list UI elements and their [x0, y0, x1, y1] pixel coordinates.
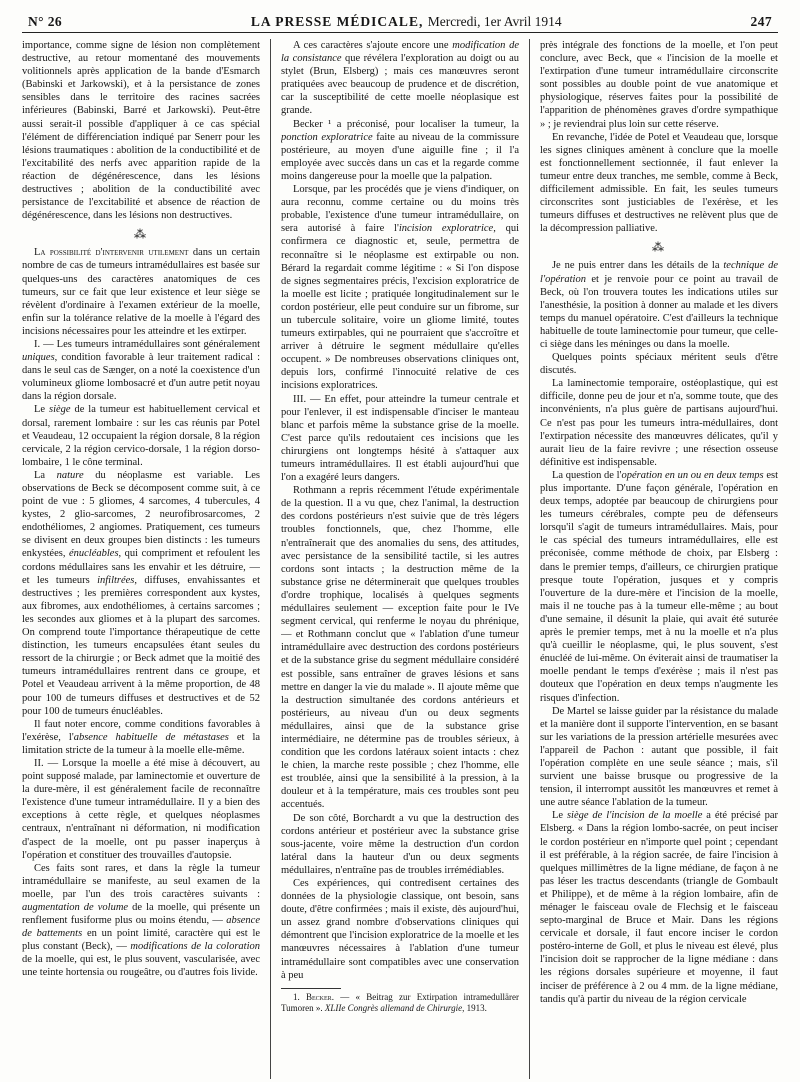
paragraph: De son côté, Borchardt a vu que la destruction des cordons antérieur et postérieur avec la substance grise sous-jacente, voire même la destruction d'un cordon latéral dans la hauteur d'un ou deux segments médullaires, n'entraîne pas de troubles irrémédiables. [280, 812, 519, 876]
paragraph: Le siège de l'incision de la moelle a été précisé par Elsberg. « Dans la région lombo-sacrée, on peut inciser le cordon postérieur en n'importe quel point ; cependant il est préférable, à la région sacrée, de faire l'incision à quelques millimètres de la ligne médiane, de façon à ne pas léser les tractus descendants (triangle de Gombault et Philippe), et de même à la région lombaire, afin de ménager le faisceau ovale de Flechsig et le faisceau septo-marginal de Bruce et Mair. Dans les régions cervicale et dorsale, il faut encore inciser le cordon postéro-interne de Goll, et plus le niveau est élevé, plus l'incision doit se rapprocher de la ligne médiane : dans les régions dorsales supérieure et moyenne, il faut inciser de préférence à 2 ou 4 mm. de la ligne médiane, tandis qu'à partir du niveau de la région cervicale [539, 810, 778, 1005]
column-1 [22, 39, 260, 1079]
paragraph: A ces caractères s'ajoute encore une modification de la consistance que révélera l'exploration au doigt ou au stylet (Brun, Elsberg) ; mais ces manœuvres seront pratiquées avec beaucoup de prudence et de discrétion, car la susceptibilité de cette moelle néoplasique est grande. [280, 40, 519, 117]
paragraph: Lorsque, par les procédés que je viens d'indiquer, on aura reconnu, comme certaine ou du moins très probable, l'existence d'une tumeur intramédullaire, on sera autorisé à faire l'incision exploratrice, qui confirmera ce diagnostic et, seule, permettra de reconnaître si le néoplasme est extirpable ou non. Bérard la regardait comme légitime : « Si l'on dispose de signes segmentaires précis, l'excision exploratrice de la moelle est licite ; pratiquée longitudinalement sur le cordon postérieur, elle peut conduire sur un fibrome, sur un tubercule solitaire, voire un gliome limité, toutes tumeurs extirpables, qui ne pourraient que s'accroître et arriver à détruire le segment médullaire qu'elles occupent. » De nombreuses observations cliniques ont, depuis lors, confirmé l'innocuité relative de ces incisions exploratrices. [280, 184, 519, 392]
paragraph: La laminectomie temporaire, ostéoplastique, qui est difficile, donne peu de jour et n'a, somme toute, que des inconvénients, n'a plus guère de partisans aujourd'hui. Ce n'est pas pour les tumeurs intra-médullaires, dont l'extirpation nécessite des manœuvres délicates, qu'il y aurait lieu de la faire revivre ; une résection osseuse définitive est indispensable. [539, 378, 778, 468]
paragraph: En revanche, l'idée de Potel et Veaudeau que, lorsque les signes cliniques amènent à conclure que la moelle est fonctionnellement sectionnée, il faut enlever la tumeur entre deux tranches, me semble, comme à Beck, difficilement admissible. En fait, les seules tumeurs circonscrites sont justiciables de l'exérèse, et les tumeurs diffuses et destructives ne relèvent plus que de la décompression palliative. [539, 131, 778, 235]
paragraph: De Martel se laisse guider par la résistance du malade et la manière dont il supporte l'intervention, en se basant sur les variations de la pression artérielle mesurées avec l'appareil de Pachon : autant que possible, il fait l'opération complète en une seule séance ; mais, s'il survient une baisse brusque ou progressive de la tension, il interrompt aussitôt les manœuvres et remet à une autre séance l'ablation de la tumeur. [539, 705, 778, 809]
column-divider [529, 39, 530, 1079]
paragraph: Ces expériences, qui contredisent certaines des données de la physiologie classique, ont besoin, sans doute, d'être confirmées ; mais il existe, dès aujourd'hui, un assez grand nombre d'observations cliniques qui démontrent que l'incision exploratrice de la moelle et les manœuvres nécessaires à l'ablation d'une tumeur intramédullaire sont compatibles avec une conservation à peu [280, 878, 519, 981]
page-header [22, 14, 778, 33]
journal-masthead [251, 14, 562, 30]
footnote: 1. Becker. — « Beitrag zur Extirpation intramedullärer Tumoren ». XLIIe Congrès allemand de Chirurgie, 1913. [280, 991, 519, 1013]
column-divider [270, 39, 271, 1079]
journal-title: LA PRESSE MÉDICALE, [250, 14, 424, 29]
paragraph: III. — En effet, pour atteindre la tumeur centrale et pour l'enlever, il est indispensable d'inciser le manteau blanc et parfois même la substance grise de la moelle. C'est parce qu'ils redoutaient ces incisions que les chirurgiens ont longtemps hésité à s'attaquer aux tumeurs intramédullaires. Il est établi aujourd'hui que l'on a exagéré leurs dangers. [280, 393, 519, 484]
issue-date: Mercredi, 1er Avril 1914 [427, 14, 562, 29]
paragraph: Rothmann a repris récemment l'étude expérimentale de la question. Il a vu que, chez l'animal, la destruction des cordons postérieurs n'est suivie que de très légers troubles fonctionnels, que, chez l'homme, elle n'entraînerait que des anomalies du sens, des attitudes, avec persistance de la sensibilité tactile, si les autres cordons sont intacts ; la destruction même de la substance grise ne déterminerait que quelques troubles d'ordre trophique, localisés à quelques segments médullaires seulement — exception faite pour le IVe segment cervical, qui renferme le noyau du phrénique, — et Rothmann conclut que « l'ablation d'une tumeur intramédullaire avec destruction des cordons postérieurs et de la substance grise du segment médullaire considéré est possible, sans entraîner de graves lésions et sans mettre en danger la vie du malade ». Il ajoute même que la destruction simultanée des cordons antérieurs et postérieurs, au niveau d'un ou deux segments médullaires, ainsi que de la substance grise intermédiaire, ne détermine pas de troubles sérieux, à condition que les cordons latéraux soient intacts : chez le chien, la marche reste possible ; chez l'homme, elle est troublée, ainsi que la sensibilité à la pression, à la douleur et à la température, mais ces troubles sont peu accentués. [280, 485, 519, 811]
paragraph: Becker ¹ a préconisé, pour localiser la tumeur, la ponction exploratrice faite au niveau de la commissure postérieure, au moyen d'une aiguille fine ; il l'a employée avec succès dans un cas et la regarde comme moins dangereuse pour la moelle que la palpation. [280, 118, 519, 182]
paragraph: La nature du néoplasme est variable. Les observations de Beck se décomposent comme suit, à ce point de vue : 5 gliomes, 4 sarcomes, 4 tubercules, 4 kystes, 2 glio-sarcomes, 2 neurofibrosarcomes, 2 endothéliomes, 2 angiomes. Pratiquement, ces tumeurs se divisent en deux groupes bien distincts : les tumeurs enkystées, énucléables, qui compriment et refoulent les cordons médullaires sans les envahir et les détruire, — et les tumeurs infiltrées, diffuses, envahissantes et destructives ; les premières correspondent aux kystes, aux fibromes, aux endothéliomes, à certains sarcomes ; les secondes aux gliomes et à la plupart des sarcomes. On comprend toute l'importance thérapeutique de cette distinction, les tumeurs encapsulées étant seules du ressort de la chirurgie ; or Beck admet que la moitié des tumeurs intramédullaires rentrent dans ce groupe, et Potel et Veaudeau arrivent à la même proportion, de 48 pour 100 de tumeurs diffuses et destructives et de 52 pour 100 de tumeurs énucléables. [22, 469, 261, 717]
section-separator-icon: ⁂ [134, 227, 148, 242]
paragraph: Quelques points spéciaux méritent seuls d'être discutés. [539, 352, 778, 377]
section-separator-icon: ⁂ [651, 240, 666, 255]
section-lead: La possibilité d'intervenir utilement [34, 247, 189, 259]
paragraph: Le siège de la tumeur est habituellement cervical et dorsal, rarement lombaire : sur les cas réunis par Potel et Veaudeau, 12 occupaient la région dorsale, 8 la région cervicale, 2 la région cervico-dorsale, 1 la région dorso-lombaire, 1 le cône terminal. [22, 404, 261, 468]
paragraph: près intégrale des fonctions de la moelle, et l'on peut conclure, avec Beck, que « l'incision de la moelle et l'extirpation d'une tumeur intramédullaire circonscrite sont possibles au double point de vue anatomique et physiologique, réserves faites pour la possibilité de l'apparition de phénomènes graves d'ordre sympathique » ; je reviendrai plus loin sur cette réserve. [539, 40, 778, 130]
page-number: 247 [750, 14, 772, 29]
column-2 [281, 39, 519, 1079]
paragraph: La question de l'opération en un ou en deux temps est plus importante. D'une façon générale, l'opération en deux temps, adoptée par beaucoup de chirurgiens pour les tumeurs cérébrales, compte peu de défenseurs lorsqu'il s'agit de tumeurs intramédullaires. Mais, pour le cas spécial des tumeurs intramédullaires, elle est préconisée, comme méthode de choix, par Elsberg : dans le premier temps, d'ailleurs, ce chirurgien pratique presque toute l'opération, jusques et y compris l'ouverture de la dure-mère et l'incision de la moelle, mais il ne touche pas à la tumeur elle-même ; au bout d'une semaine, il désunit la plaie, qui avait été suturée après le premier temps, met à nu la moelle et n'a plus qu'à cueillir le néoplasme, qui, le plus souvent, s'est énucléé de lui-même. On éviterait ainsi de traumatiser la moelle pendant le temps d'exérèse ; mais il n'est pas douteux que l'opération en deux temps n'augmente les risques d'infection. [539, 469, 778, 704]
article-columns [22, 39, 778, 1079]
footnote-rule [281, 988, 341, 989]
paragraph: II. — Lorsque la moelle a été mise à découvert, au point supposé malade, par laminectomie et ouverture de la dure-mère, il est généralement facile de reconnaître l'existence d'une tumeur intramédullaire. Il y a bien des exceptions à cette règle, et quelques néoplasmes centraux, n'entraînant ni déformation, ni modification d'aspect de la moelle, ont pu passer inaperçus à l'opération et constituer des trouvailles d'autopsie. [22, 757, 261, 861]
paragraph: I. — Les tumeurs intramédullaires sont généralement uniques, condition favorable à leur traitement radical : dans le seul cas de Sænger, on a noté la coexistence d'un volumineux gliome lombosacré et d'un autre petit noyau dans la région dorsale. [22, 338, 261, 403]
paragraph: La possibilité d'intervenir utilement dans un certain nombre de cas de tumeurs intramédullaires est basée sur quelques-uns des caractères anatomiques de ces tumeurs, sur ce fait que leur existence et leur siège se révèlent d'ordinaire à l'examen extérieur de la moelle, enfin sur la tolérance relative de la moelle à l'égard des incisions nécessaires pour les atteindre et les extirper. [22, 247, 261, 337]
paragraph: Je ne puis entrer dans les détails de la technique de l'opération et je renvoie pour ce point au travail de Beck, où l'on trouvera toutes les indications utiles sur l'anesthésie, la position à donner au malade et les divers temps du manuel opératoire. C'est d'ailleurs la technique habituelle de toute laminectomie pour tumeur, que celle-ci siège dans les méninges ou dans la moelle. [539, 260, 778, 350]
paragraph: Il faut noter encore, comme conditions favorables à l'exérèse, l'absence habituelle de métastases et la limitation stricte de la tumeur à la moelle elle-même. [22, 718, 261, 756]
issue-number: N° 26 [28, 14, 63, 29]
column-3 [540, 39, 778, 1079]
paragraph: Ces faits sont rares, et dans la règle la tumeur intramédullaire se manifeste, au seul examen de la moelle, par l'un des trois caractères suivants : augmentation de volume de la moelle, qui présente un renflement fusiforme plus ou moins étendu, — absence de battements en un point limité, caractère qui est le plus constant (Beck), — modifications de la coloration de la moelle, qui est, le plus souvent, vascularisée, avec une teinte hortensia ou rougeâtre, ou d'autres fois livide. [22, 862, 261, 979]
paragraph: importance, comme signe de lésion non complètement destructive, au retour momentané des mouvements volitionnels après application de la bande d'Esmarch (Babinski et Jarkowski), et à la persistance de zones sensibles dans le territoire des racines sacrées inférieures (Babinski, Barré et Jarkowski). Peut-être aussi serait-il possible d'appliquer à ce cas spécial l'élément de différenciation indiqué par Senerr pour les lésions traumatiques : abolition de la conductibilité et de l'excitabilité des nerfs avec apparition rapide de la réaction de dégénérescence, dans les lésions destructives ; abolition de la conductibilité avec persistance de l'excitabilité et absence de réaction de dégénérescence, dans les lésions non destructives. [22, 40, 261, 222]
